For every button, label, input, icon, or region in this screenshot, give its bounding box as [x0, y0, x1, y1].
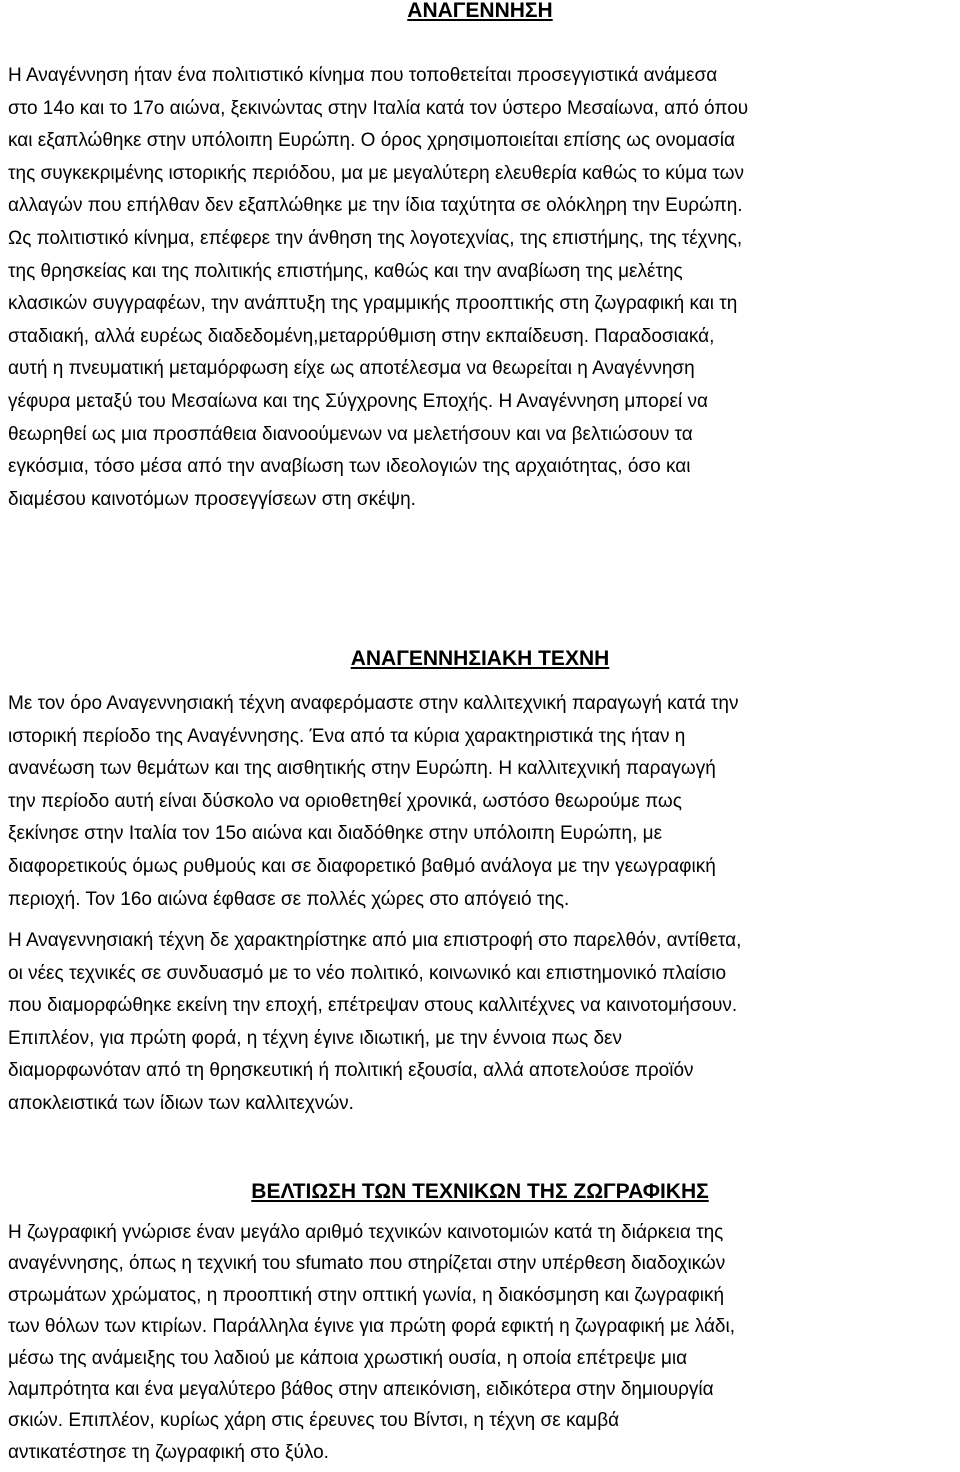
section-heading-renaissance-art: ΑΝΑΓΕΝΝΗΣΙΑΚΗ ΤΕΧΝΗ — [350, 647, 610, 670]
text-line: διαμορφωνόταν από τη θρησκευτική ή πολιτική εξουσία, αλλά αποτελούσε προϊόν — [8, 1060, 694, 1082]
text-line: διαφορετικούς όμως ρυθμούς και σε διαφορετικό βαθμό ανάλογα με την γεωγραφική — [8, 855, 716, 877]
page-title: ΑΝΑΓΕΝΝΗΣΗ — [407, 0, 553, 22]
text-line: περιοχή. Τον 16ο αιώνα έφθασε σε πολλές χώρες στο απόγειό της. — [8, 888, 570, 910]
text-line: γέφυρα μεταξύ του Μεσαίωνα και της Σύγχρονης Εποχής. Η Αναγέννηση μπορεί να — [8, 390, 708, 412]
text-line: οι νέες τεχνικές σε συνδυασμό με το νέο πολιτικό, κοινωνικό και επιστημονικό πλαίσιο — [8, 962, 727, 984]
text-line: αντικατέστησε τη ζωγραφική στο ξύλο. — [8, 1441, 329, 1463]
text-line: των θόλων των κτιρίων. Παράλληλα έγινε για πρώτη φορά εφικτή η ζωγραφική με λάδι, — [8, 1316, 736, 1338]
text-line: κλασικών συγγραφέων, την ανάπτυξη της γραμμικής προοπτικής στη ζωγραφική και τη — [8, 293, 738, 315]
section-heading-painting-techniques: ΒΕΛΤΙΩΣΗ ΤΩΝ ΤΕΧΝΙΚΩΝ ΤΗΣ ΖΩΓΡΑΦΙΚΗΣ — [251, 1180, 709, 1203]
text-line: Ως πολιτιστικό κίνημα, επέφερε την άνθηση της λογοτεχνίας, της επιστήμης, της τέχνης, — [8, 227, 743, 249]
renaissance-art-paragraph-1 — [8, 688, 952, 916]
renaissance-art-paragraph-2 — [8, 925, 952, 1121]
text-line: θεωρηθεί ως μια προσπάθεια διανοούμενων να μελετήσουν και να βελτιώσουν τα — [8, 423, 693, 445]
text-line: Με τον όρο Αναγεννησιακή τέχνη αναφερόμαστε στην καλλιτεχνική παραγωγή κατά την — [8, 693, 739, 714]
text-line: μέσω της ανάμειξης του λαδιού με κάποια χρωστική ουσία, η οποία επέτρεψε μια — [8, 1347, 688, 1369]
text-line: ιστορική περίοδο της Αναγέννησης. Ένα από τα κύρια χαρακτηριστικά της ήταν η — [8, 725, 686, 747]
text-line: στρωμάτων χρώματος, η προοπτική στην οπτική γωνία, η διακόσμηση και ζωγραφική — [8, 1284, 725, 1306]
text-line: Η Αναγέννηση ήταν ένα πολιτιστικό κίνημα που τοποθετείται προσεγγιστικά ανάμεσα — [8, 65, 718, 86]
text-line: ξεκίνησε στην Ιταλία τον 15ο αιώνα και διαδόθηκε στην υπόλοιπη Ευρώπη, με — [8, 823, 663, 845]
text-line: σκιών. Επιπλέον, κυρίως χάρη στις έρευνες του Βίντσι, η τέχνη σε καμβά — [8, 1410, 620, 1432]
text-line: αναγέννησης, όπως η τεχνική του sfumato που στηρίζεται στην υπέρθεση διαδοχικών — [8, 1253, 726, 1275]
text-line: διαμέσου καινοτόμων προσεγγίσεων στη σκέψη. — [8, 488, 416, 510]
text-line: εγκόσμια, τόσο μέσα από την αναβίωση των ιδεολογιών της αρχαιότητας, όσο και — [8, 456, 691, 478]
text-line: και εξαπλώθηκε στην υπόλοιπη Ευρώπη. Ο όρος χρησιμοποιείται επίσης ως ονομασία — [8, 130, 735, 152]
text-line: της θρησκείας και της πολιτικής επιστήμης, καθώς και την αναβίωση της μελέτης — [8, 260, 683, 282]
text-line: Η ζωγραφική γνώρισε έναν μεγάλο αριθμό τεχνικών καινοτομιών κατά τη διάρκεια της — [8, 1222, 724, 1243]
text-line: αποκλειστικά των ίδιων των καλλιτεχνών. — [8, 1092, 354, 1114]
text-line: λαμπρότητα και ένα μεγαλύτερο βάθος στην απεικόνιση, ειδικότερα στην δημιουργία — [8, 1378, 714, 1400]
text-line: αλλαγών που επήλθαν δεν εξαπλώθηκε με την ίδια ταχύτητα σε ολόκληρη την Ευρώπη. — [8, 195, 743, 217]
text-line: στο 14ο και το 17ο αιώνα, ξεκινώντας στην Ιταλία κατά τον ύστερο Μεσαίωνα, από όπου — [8, 97, 749, 119]
text-line: αυτή η πνευματική μεταμόρφωση είχε ως αποτέλεσμα να θεωρείται η Αναγέννηση — [8, 358, 695, 380]
text-line: σταδιακή, αλλά ευρέως διαδεδομένη,μεταρρύθμιση στην εκπαίδευση. Παραδοσιακά, — [8, 325, 715, 347]
text-line: της συγκεκριμένης ιστορικής περιόδου, μα με μεγαλύτερη ελευθερία καθώς το κύμα των — [8, 162, 744, 184]
intro-paragraph — [8, 60, 952, 516]
text-line: που διαμορφώθηκε εκείνη την εποχή, επέτρεψαν στους καλλιτέχνες να καινοτομήσουν. — [8, 995, 738, 1017]
text-line: ανανέωση των θεμάτων και της αισθητικής στην Ευρώπη. Η καλλιτεχνική παραγωγή — [8, 758, 716, 780]
text-line: Η Αναγεννησιακή τέχνη δε χαρακτηρίστηκε από μια επιστροφή στο παρελθόν, αντίθετα, — [8, 930, 742, 951]
text-line: την περίοδο αυτή είναι δύσκολο να οριοθετηθεί χρονικά, ωστόσο θεωρούμε πως — [8, 790, 682, 812]
text-line: Επιπλέον, για πρώτη φορά, η τέχνη έγινε ιδιωτική, με την έννοια πως δεν — [8, 1027, 623, 1049]
painting-techniques-paragraph — [8, 1217, 952, 1468]
